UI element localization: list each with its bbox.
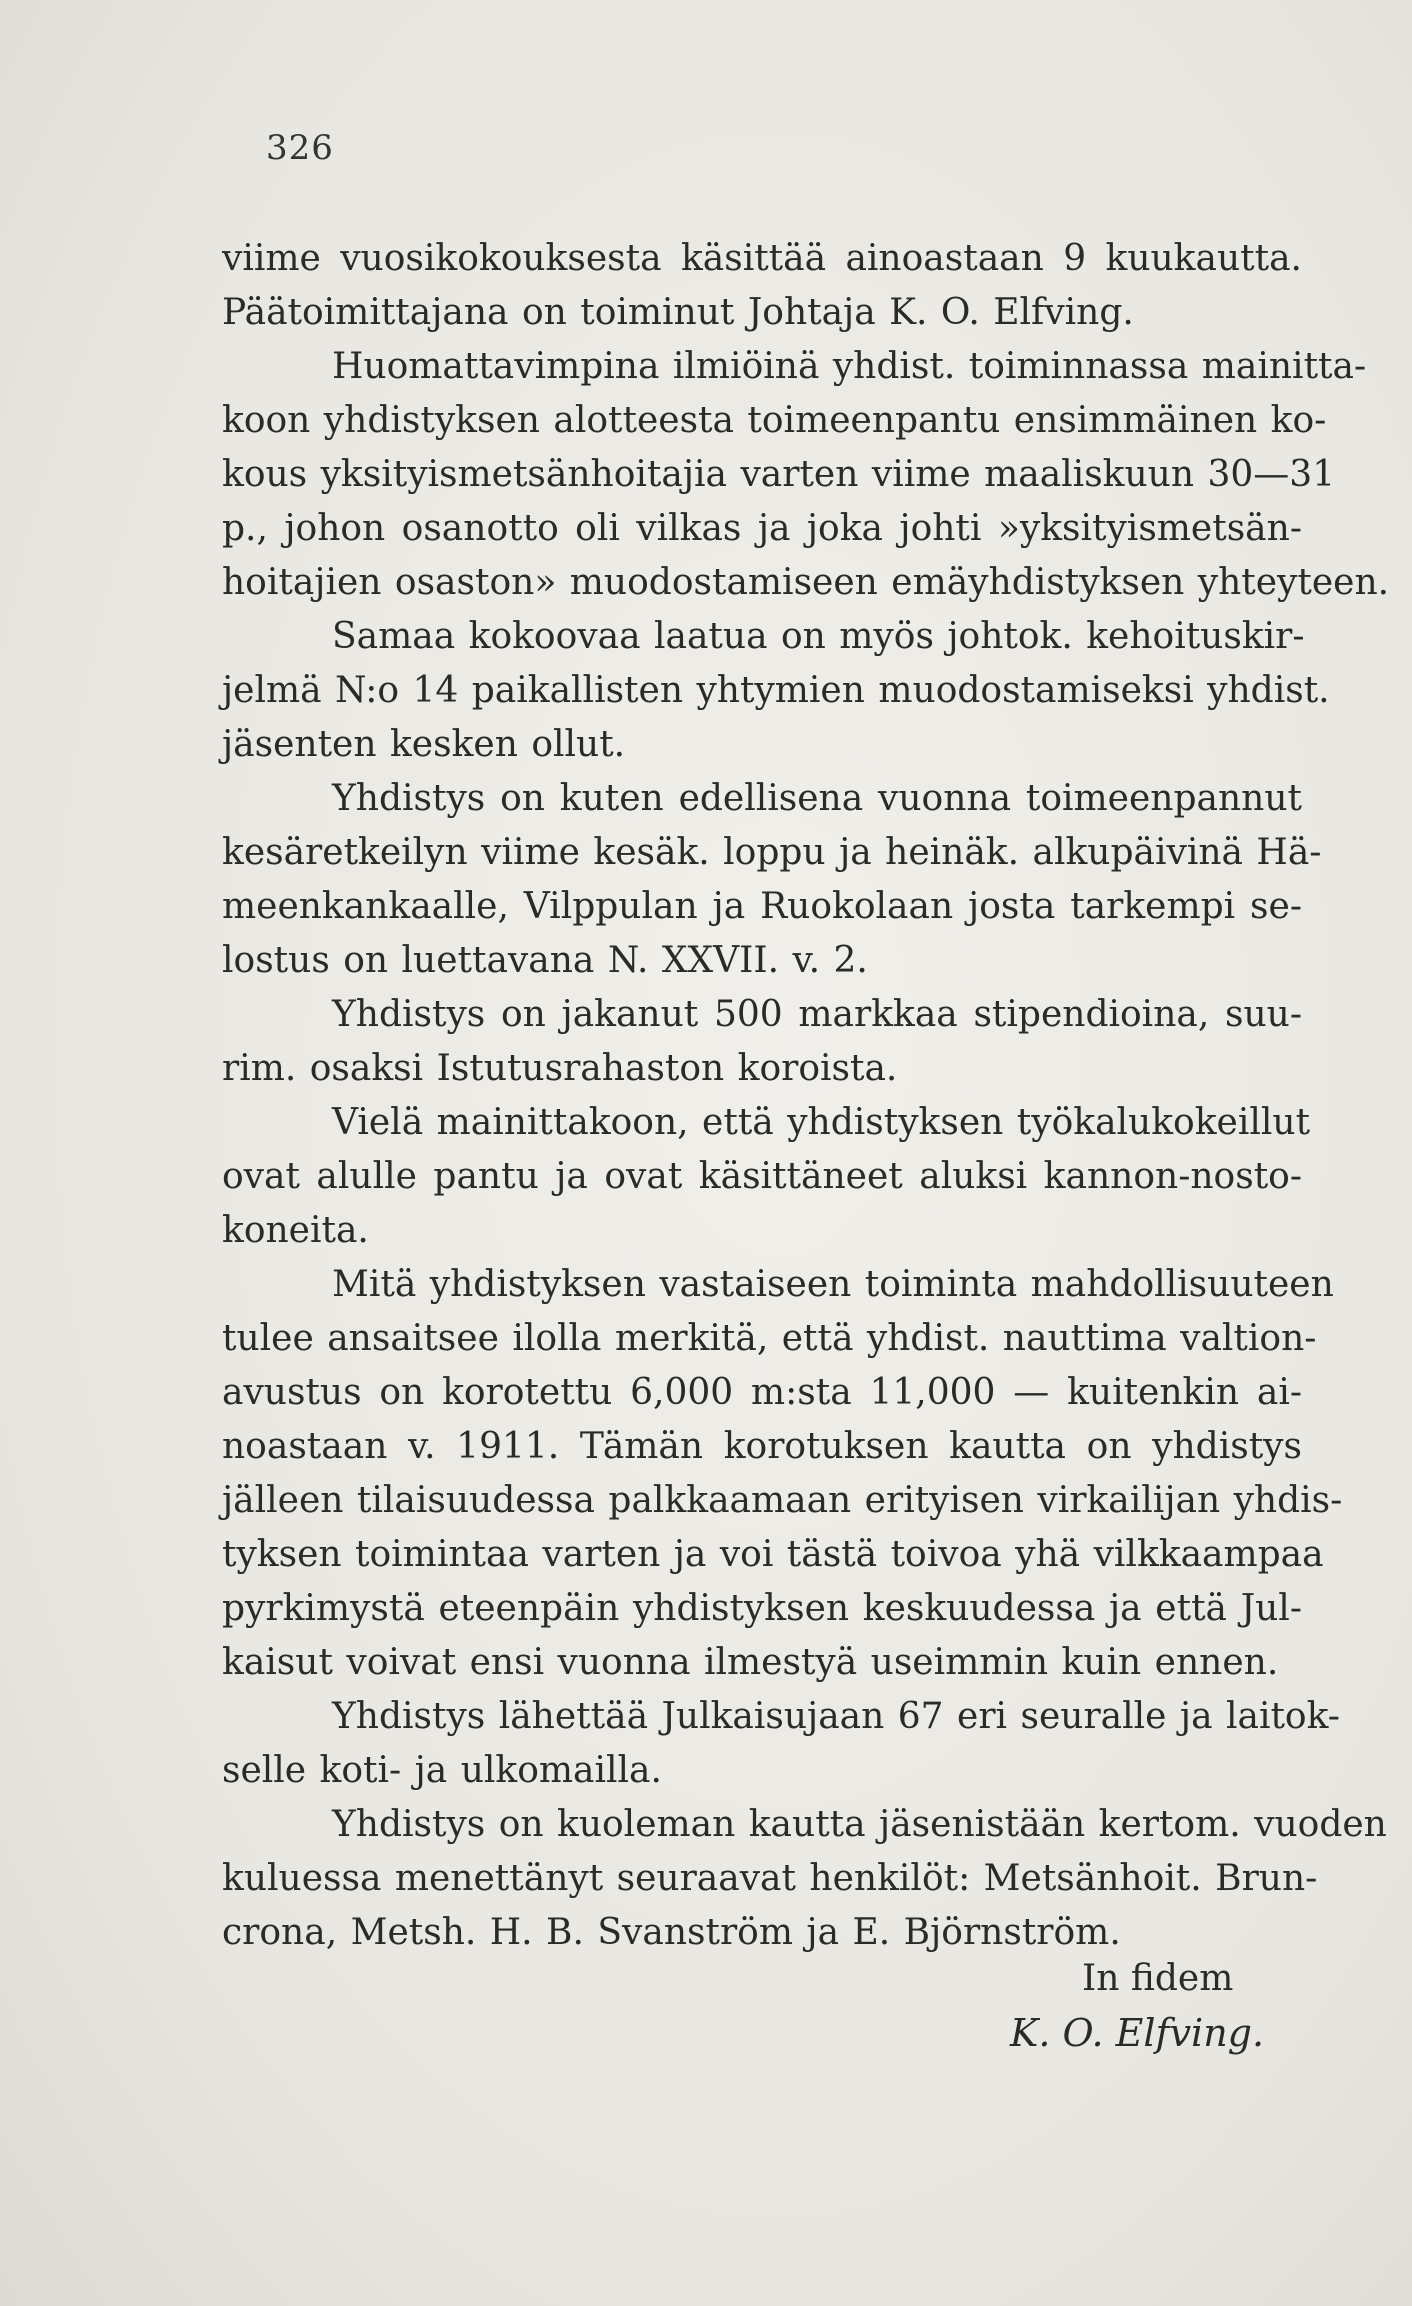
text-line: jelmä N:o 14 paikallisten yhtymien muodostamiseksi yhdist. [222,670,1330,711]
text-line: kesäretkeilyn viime kesäk. loppu ja heinäk. alkupäivinä Hä- [222,832,1322,873]
text-line: Yhdistys on jakanut 500 markkaa stipendioina, suu- [332,994,1302,1035]
body-text [222,232,1390,1960]
text-line: kaisut voivat ensi vuonna ilmestyä useimmin kuin ennen. [222,1642,1279,1683]
text-line: jälleen tilaisuudessa palkkaamaan erityisen virkailijan yhdis- [222,1480,1343,1521]
text-line: rim. osaksi Istutusrahaston koroista. [222,1048,898,1089]
text-line: p., johon osanotto oli vilkas ja joka johti »yksityismetsän- [222,508,1302,549]
text-line: tulee ansaitsee ilolla merkitä, että yhdist. nauttima valtion- [222,1318,1317,1359]
text-line: Samaa kokoovaa laatua on myös johtok. kehoituskir- [332,616,1305,657]
text-line: pyrkimystä eteenpäin yhdistyksen keskuudessa ja että Jul- [222,1588,1302,1629]
text-line: lostus on luettavana N. XXVII. v. 2. [222,940,868,981]
text-line: Yhdistys lähettää Julkaisujaan 67 eri seuralle ja laitok- [332,1696,1340,1737]
text-line: Päätoimittajana on toiminut Johtaja K. O. Elfving. [222,292,1134,333]
text-line: tyksen toimintaa varten ja voi tästä toivoa yhä vilkkaampaa [222,1534,1324,1575]
text-line: Mitä yhdistyksen vastaiseen toiminta mahdollisuuteen [332,1264,1334,1305]
text-line: kuluessa menettänyt seuraavat henkilöt: Metsänhoit. Brun- [222,1858,1318,1899]
text-line: meenkankaalle, Vilppulan ja Ruokolaan josta tarkempi se- [222,886,1302,927]
text-line: hoitajien osaston» muodostamiseen emäyhdistyksen yhteyteen. [222,562,1390,603]
text-line: Vielä mainittakoon, että yhdistyksen työkalukokeillut [332,1102,1311,1143]
text-line: koneita. [222,1210,369,1251]
text-line: Yhdistys on kuten edellisena vuonna toimeenpannut [332,778,1302,819]
signature-name: K. O. Elfving. [1010,2011,1265,2055]
text-line: selle koti- ja ulkomailla. [222,1750,662,1791]
text-line: noastaan v. 1911. Tämän korotuksen kautta on yhdistys [222,1426,1302,1467]
text-line: crona, Metsh. H. B. Svanström ja E. Björnström. [222,1912,1121,1953]
text-line: koon yhdistyksen alotteesta toimeenpantu ensimmäinen ko- [222,400,1327,441]
text-line: jäsenten kesken ollut. [222,724,626,765]
text-line: Yhdistys on kuoleman kautta jäsenistään kertom. vuoden [332,1804,1387,1845]
signature-block [1010,1952,1290,2060]
page-number: 326 [266,128,334,168]
text-line: kous yksityismetsänhoitajia varten viime maaliskuun 30—31 [222,454,1336,495]
text-line: viime vuosikokouksesta käsittää ainoastaan 9 kuukautta. [222,238,1302,279]
signature-closing: In fidem [1082,1958,1234,1999]
text-line: avustus on korotettu 6,000 m:sta 11,000 — kuitenkin ai- [222,1372,1302,1413]
text-line: Huomattavimpina ilmiöinä yhdist. toiminnassa mainitta- [332,346,1367,387]
text-line: ovat alulle pantu ja ovat käsittäneet aluksi kannon-nosto- [222,1156,1302,1197]
